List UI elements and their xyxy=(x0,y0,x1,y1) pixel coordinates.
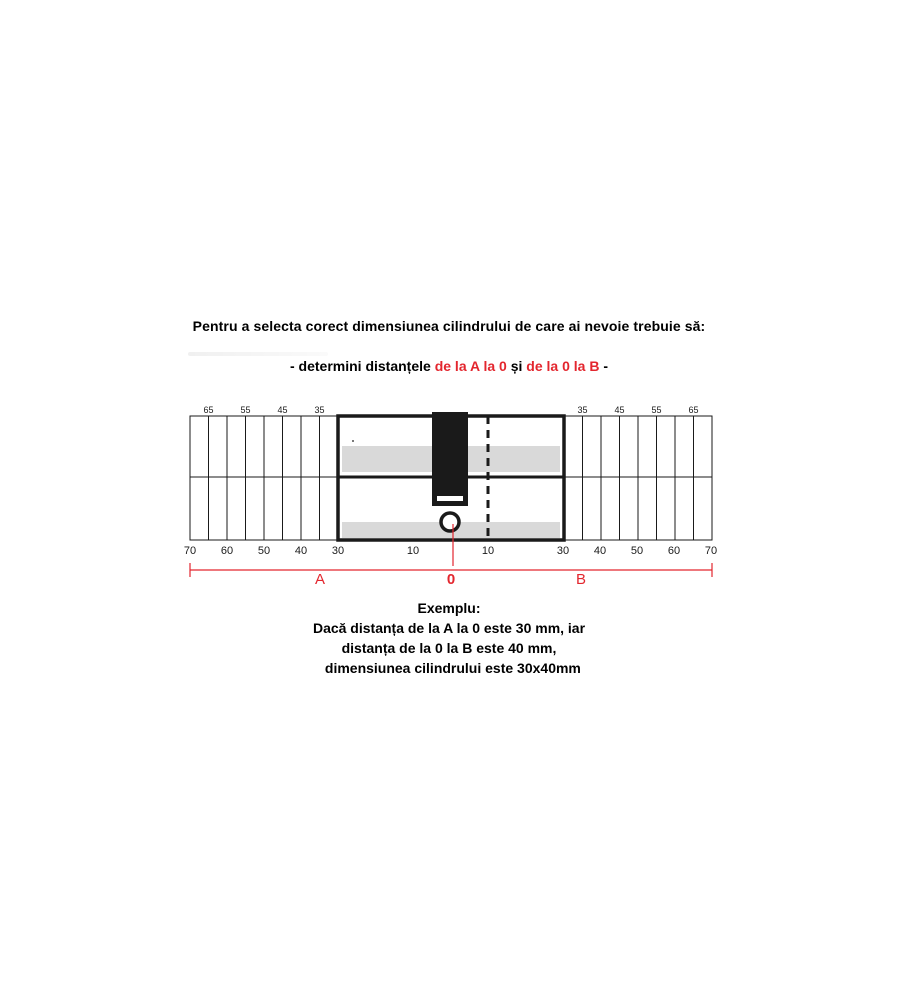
top-scale-left-label: 35 xyxy=(314,405,325,415)
marker-a: A xyxy=(314,571,326,588)
bottom-scale-left-label: 10 xyxy=(406,545,420,557)
bottom-scale-right-label: 50 xyxy=(630,545,644,557)
bottom-scale-right-label: 30 xyxy=(556,545,570,557)
bottom-scale-right-label: 60 xyxy=(667,545,681,557)
example-title: Exemplu: xyxy=(417,600,481,616)
dot-mark xyxy=(352,440,354,442)
bottom-scale-right-label: 10 xyxy=(481,545,495,557)
top-scale-right-label: 55 xyxy=(651,405,662,415)
cylinder-body xyxy=(338,412,564,540)
bottom-scale-left-label: 50 xyxy=(257,545,271,557)
top-scale-left-label: 45 xyxy=(277,405,288,415)
right-ruler xyxy=(564,416,712,540)
top-scale-right-label: 65 xyxy=(688,405,699,415)
bottom-scale-left-label: 70 xyxy=(183,545,197,557)
bottom-scale-right-label: 40 xyxy=(593,545,607,557)
bottom-scale-left-label: 30 xyxy=(331,545,345,557)
example-line: distanța de la 0 la B este 40 mm, xyxy=(341,640,557,656)
instruction-suffix: - xyxy=(599,358,608,374)
example-line: Dacă distanța de la A la 0 este 30 mm, iar xyxy=(312,620,586,636)
instruction-highlight-0b: de la 0 la B xyxy=(526,358,600,374)
fixing-hole xyxy=(441,513,459,531)
marker-zero: 0 xyxy=(446,571,456,588)
top-scale-left-label: 65 xyxy=(203,405,214,415)
bottom-scale-left-label: 60 xyxy=(220,545,234,557)
instruction-highlight-a0: de la A la 0 xyxy=(434,358,507,374)
instruction-prefix: - determini distanțele xyxy=(290,358,435,374)
top-scale-right-label: 45 xyxy=(614,405,625,415)
example-line: dimensiunea cilindrului este 30x40mm xyxy=(317,660,581,676)
marker-b: B xyxy=(575,571,587,588)
left-ruler xyxy=(190,416,338,540)
cam-slot xyxy=(437,496,463,501)
bottom-scale-left-label: 40 xyxy=(294,545,308,557)
top-scale-left-label: 55 xyxy=(240,405,251,415)
instruction-middle: și xyxy=(506,358,527,374)
bottom-scale-right-label: 70 xyxy=(704,545,718,557)
example-block xyxy=(0,598,898,678)
page-heading: Pentru a selecta corect dimensiunea cilindrului de care ai nevoie trebuie să: xyxy=(192,318,706,334)
top-scale-right-label: 35 xyxy=(577,405,588,415)
cam-block xyxy=(432,412,468,506)
